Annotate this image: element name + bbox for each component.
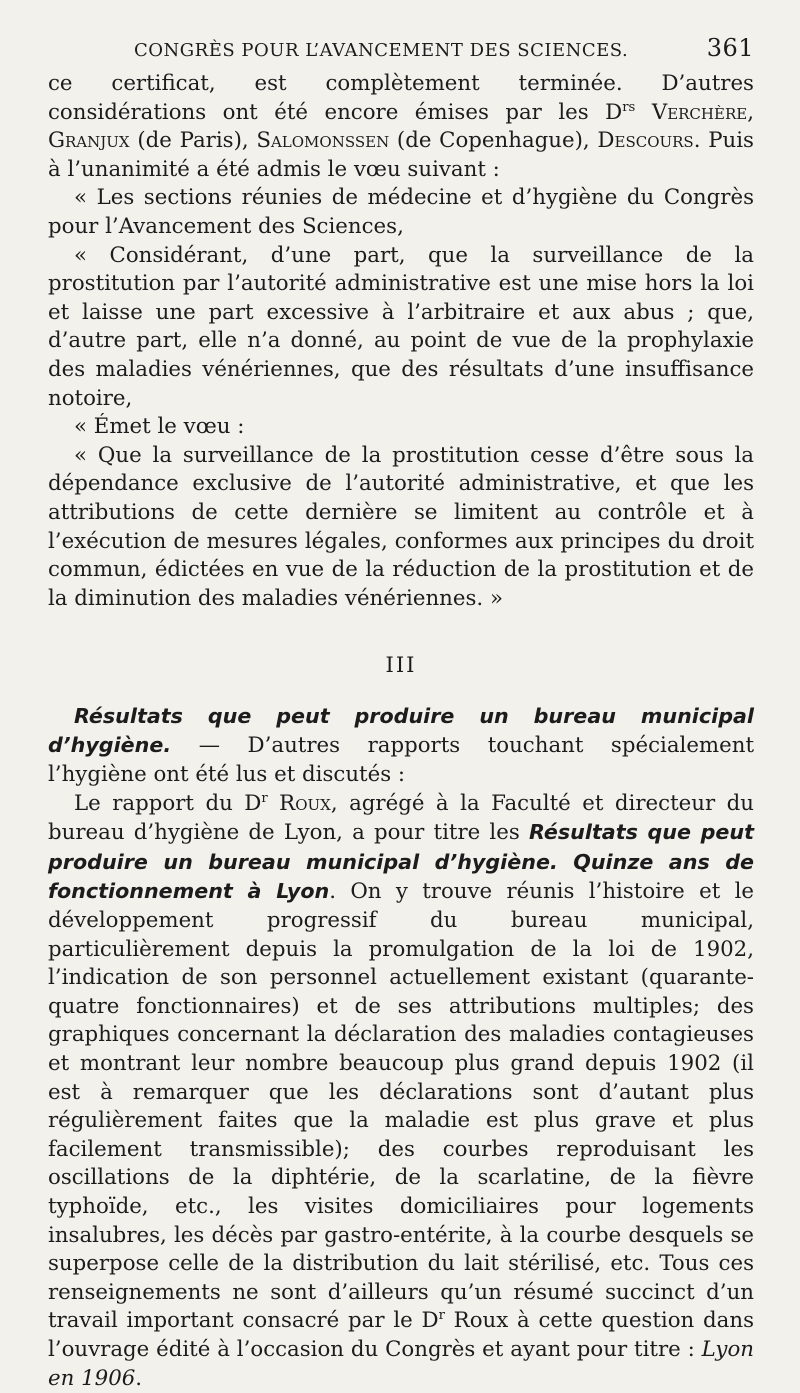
text-run: — D’autres rapports touchant spécialement l’hygiène ont été lus et discutés : (48, 733, 754, 788)
superscript: rs (622, 99, 636, 115)
text-run: ce certificat, est complètement terminée. D’autres considérations ont été encore émises par les D (48, 71, 754, 125)
page-number: 361 (706, 34, 754, 62)
superscript: r (438, 1308, 445, 1324)
section-heading-paragraph (48, 702, 754, 790)
author-name: Roux (279, 790, 331, 816)
quote-paragraph: « Que la surveillance de la prostitution cesse d’être sous la dépendance exclusive de l’autorité administrative, et que les attributions de cette dernière se limitent au contrôle et à l’exécution de mesures légales, conformes aux principes du droit commun, édictées en vue de la réduction de la prostitution et de la diminution des maladies vénériennes. » (48, 442, 754, 611)
running-header (134, 34, 754, 62)
author-name: Descours (597, 128, 694, 154)
author-name: Verchère (651, 99, 748, 125)
text-run: , (747, 99, 754, 125)
report-title: Résultats que peut produire un bureau municipal d’hygiène. Quinze ans de fonctionnement à Lyon (48, 820, 754, 904)
body-text (48, 70, 754, 1393)
superscript: r (261, 790, 268, 806)
text-run: . On y trouve réunis l’histoire et le développement progressif du bureau municipal, particulièrement depuis la promulgation de la loi de 1902, l’indication de son personnel actuellement existant (quarante-quatre fonctionnaires) et de ses attributions multiples; des graphiques concernant la déclaration des maladies contagieuses et montrant leur nombre beaucoup plus grand depuis 1902 (il est à remarquer que les déclarations sont d’autant plus régulièrement faites que la maladie est plus grave et plus facilement transmissible); des courbes reproduisant les oscillations de la diphtérie, de la scarlatine, de la fièvre typhoïde, etc., les visites domiciliaires pour logements insalubres, les décès par gastro-entérite, à la courbe desquels se superpose celle de la distribution du lait stérilisé, etc. Tous ces renseignements ne sont d’ailleurs qu’un résumé succinct d’un travail important consacré par le D (48, 879, 754, 1334)
author-name: Granjux (48, 128, 130, 154)
running-title: CONGRÈS POUR L’AVANCEMENT DES SCIENCES. (134, 40, 629, 61)
text-run: , agrégé à la Faculté et directeur du bureau d’hygiène de Lyon, a pour titre les (48, 790, 754, 846)
text-run: Roux à cette question dans l’ouvrage édité à l’occasion du Congrès et ayant pour titre : (48, 1308, 754, 1362)
author-name: Salomonssen (256, 128, 390, 154)
quote-paragraph: « Considérant, d’une part, que la surveillance de la prostitution par l’autorité administrative est une mise hors la loi et laisse une part excessive à l’arbitraire et aux abus ; que, d’autre part, elle n’a donné, au point de vue de la prophylaxie des maladies vénériennes, que des résultats d’une insuffisance notoire, (48, 242, 754, 411)
quote-paragraph: « Émet le vœu : (74, 414, 245, 440)
section-heading: Résultats que peut produire un bureau municipal d’hygiène. (48, 703, 754, 758)
text-run: Le rapport du D (74, 790, 262, 816)
section-number: III (385, 653, 417, 678)
paragraph-continuation (48, 70, 754, 184)
text-run: . (135, 1365, 143, 1391)
quote-paragraph: « Les sections réunies de médecine et d’hygiène du Congrès pour l’Avancement des Sciences, (48, 185, 754, 239)
book-title: Lyon en 1906 (48, 1336, 754, 1391)
paragraph-report (48, 790, 754, 1393)
text-run: (de Paris), (129, 128, 257, 154)
text-run: . Puis à l’unanimité a été admis le vœu suivant : (48, 128, 754, 182)
text-run: (de Copenhague), (389, 128, 598, 154)
